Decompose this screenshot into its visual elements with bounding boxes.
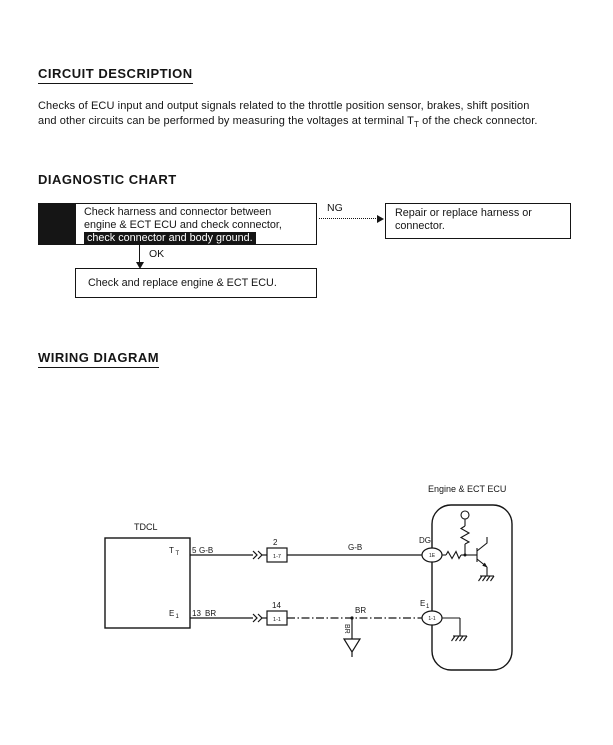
wire-junction-dot	[350, 616, 353, 619]
ecu-terminal-e1-label: E	[420, 599, 426, 608]
wiring-diagram-heading: WIRING DIAGRAM	[38, 350, 159, 368]
tdcl-label: TDCL	[134, 522, 158, 532]
power-node-icon	[461, 511, 469, 519]
junction-connector-code-bottom: 1-1	[273, 617, 281, 623]
paragraph-text: and other circuits can be performed by measuring the voltages at terminal T	[38, 114, 414, 127]
resistor-icon	[461, 526, 469, 544]
paragraph-line	[38, 114, 583, 133]
paragraph-line	[38, 99, 583, 114]
paragraph-text: Checks of ECU input and output signals related to the throttle position sensor, brakes, shift position	[38, 100, 530, 112]
ecu-terminal-e1-code: 1-1	[428, 616, 436, 622]
ecu-internal-circuit-bottom	[442, 618, 467, 641]
tdcl-terminal-tt-label: T	[169, 546, 174, 555]
check-box-line: Check harness and connector between	[84, 206, 272, 218]
wiring-diagram-canvas	[88, 476, 538, 716]
connector-chevron-icon	[253, 551, 257, 559]
wire-junction-dot	[464, 554, 467, 557]
ng-action-line: connector.	[395, 219, 445, 232]
ecu-terminal-dg-code: 1E	[428, 553, 436, 559]
check-box-line: engine & ECT ECU and check connector,	[84, 218, 282, 231]
ng-arrowhead-icon	[377, 215, 384, 223]
junction-connector-number-top: 2	[273, 538, 278, 547]
pin-number-bottom: 13	[192, 609, 201, 618]
check-box-line	[84, 232, 316, 245]
terminal-subscript: T	[413, 119, 419, 129]
transistor-collector-icon	[477, 537, 487, 551]
paragraph-text: of the check connector.	[418, 114, 538, 127]
wire-top	[190, 548, 422, 562]
diagnostic-chart-heading: DIAGNOSTIC CHART	[38, 172, 177, 187]
ecu-outline	[432, 505, 512, 670]
chassis-ground-triangle-icon	[344, 639, 360, 652]
wire-color-bottom-right: BR	[355, 606, 367, 615]
circuit-description-heading: CIRCUIT DESCRIPTION	[38, 66, 193, 84]
ng-action-line: Repair or replace harness or	[395, 207, 532, 219]
ecu-terminal-e1-subscript: 1	[426, 604, 430, 610]
resistor-icon	[446, 552, 461, 559]
ok-label: OK	[149, 248, 165, 260]
wire-color-top-right: G-B	[348, 543, 363, 552]
highlighted-text: check connector and body ground.	[84, 232, 256, 244]
wire-color-top-left: G-B	[199, 546, 214, 555]
connector-chevron-icon	[258, 551, 262, 559]
ng-connector-line	[319, 218, 378, 219]
pin-number-top: 5	[192, 546, 197, 555]
ng-label: NG	[327, 202, 343, 214]
connector-chevron-icon	[253, 614, 257, 622]
wire-bottom	[190, 611, 422, 657]
ecu-terminal-dg-label: DG	[419, 536, 431, 545]
ecu-internal-circuit-top	[442, 511, 494, 581]
branch-wire-color-vertical: BR	[343, 624, 350, 634]
junction-connector-code-top: 1-7	[273, 554, 281, 560]
step-number-block	[38, 203, 75, 245]
ecu-label: Engine & ECT ECU	[428, 484, 507, 494]
circuit-description-paragraph	[38, 99, 583, 132]
flowchart-replace-box: Check and replace engine & ECT ECU.	[75, 268, 317, 298]
tdcl-terminal-e1-label: E	[169, 609, 175, 618]
connector-chevron-icon	[258, 614, 262, 622]
tdcl-terminal-tt-subscript: T	[175, 551, 180, 557]
ng-action-box	[385, 203, 571, 239]
tdcl-terminal-e1-subscript: 1	[175, 614, 179, 620]
flowchart-check-box	[75, 203, 317, 245]
junction-connector-number-bottom: 14	[272, 601, 281, 610]
wire-color-bottom-left: BR	[205, 609, 217, 618]
